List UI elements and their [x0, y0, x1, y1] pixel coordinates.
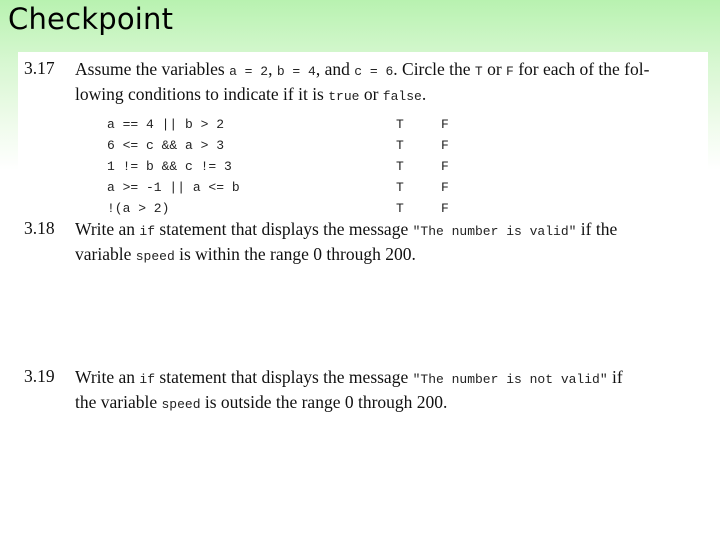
- text-segment: Write an: [75, 219, 140, 239]
- condition-expression: a == 4 || b > 2: [107, 117, 225, 132]
- text-segment: ,: [268, 59, 277, 79]
- false-option[interactable]: F: [441, 201, 449, 216]
- condition-row: [107, 177, 467, 198]
- false-option[interactable]: F: [441, 180, 449, 195]
- code-var-b: b = 4: [276, 64, 316, 79]
- code-if: if: [139, 372, 156, 387]
- text-segment: statement that displays the message: [155, 219, 413, 239]
- text-segment: statement that displays the message: [155, 367, 413, 387]
- text-segment: Assume the variables: [75, 59, 230, 79]
- condition-expression: 6 <= c && a > 3: [107, 138, 225, 153]
- conditions-table: [107, 114, 467, 219]
- false-option[interactable]: F: [441, 159, 449, 174]
- text-segment: Write an: [75, 367, 140, 387]
- condition-row: [107, 135, 467, 156]
- true-option[interactable]: T: [396, 201, 404, 216]
- condition-expression: 1 != b && c != 3: [107, 159, 232, 174]
- question-line-1: [75, 58, 700, 83]
- question-text: [75, 58, 700, 108]
- text-segment: or: [482, 59, 507, 79]
- code-var-c: c = 6: [354, 64, 394, 79]
- code-message: "The number is not valid": [412, 372, 608, 387]
- question-line-2: [75, 83, 700, 108]
- question-number: 3.19: [24, 366, 55, 386]
- text-segment: if: [607, 367, 623, 387]
- text-segment: or: [359, 84, 383, 104]
- true-option[interactable]: T: [396, 117, 404, 132]
- condition-row: [107, 114, 467, 135]
- false-option[interactable]: F: [441, 138, 449, 153]
- text-segment: is outside the range 0 through 200.: [200, 392, 448, 412]
- question-number: 3.18: [24, 218, 55, 238]
- text-segment: is within the range 0 through 200.: [174, 244, 416, 264]
- text-segment: variable: [75, 244, 136, 264]
- code-t: T: [474, 64, 483, 79]
- code-true: true: [328, 89, 360, 104]
- code-speed: speed: [135, 249, 175, 264]
- text-segment: if the: [576, 219, 618, 239]
- condition-row: [107, 198, 467, 219]
- true-option[interactable]: T: [396, 159, 404, 174]
- question-text: [75, 218, 700, 268]
- code-false: false: [382, 89, 422, 104]
- false-option[interactable]: F: [441, 117, 449, 132]
- slide-title: Checkpoint: [8, 2, 174, 36]
- code-var-a: a = 2: [229, 64, 269, 79]
- text-segment: for each of the fol-: [513, 59, 650, 79]
- code-if: if: [139, 224, 156, 239]
- condition-expression: a >= -1 || a <= b: [107, 180, 240, 195]
- text-segment: lowing conditions to indicate if it is: [75, 84, 329, 104]
- question-line-1: [75, 218, 700, 243]
- question-text: [75, 366, 700, 416]
- question-number: 3.17: [24, 58, 55, 78]
- code-message: "The number is valid": [412, 224, 577, 239]
- text-segment: the variable: [75, 392, 162, 412]
- condition-expression: !(a > 2): [107, 201, 170, 216]
- checkpoint-questions-panel: [18, 52, 708, 538]
- text-segment: , and: [315, 59, 355, 79]
- code-f: F: [506, 64, 514, 79]
- question-line-2: [75, 391, 700, 416]
- text-segment: . Circle the: [393, 59, 475, 79]
- code-speed: speed: [161, 397, 201, 412]
- condition-row: [107, 156, 467, 177]
- text-segment: .: [421, 84, 427, 104]
- question-line-1: [75, 366, 700, 391]
- true-option[interactable]: T: [396, 180, 404, 195]
- true-option[interactable]: T: [396, 138, 404, 153]
- question-line-2: [75, 243, 700, 268]
